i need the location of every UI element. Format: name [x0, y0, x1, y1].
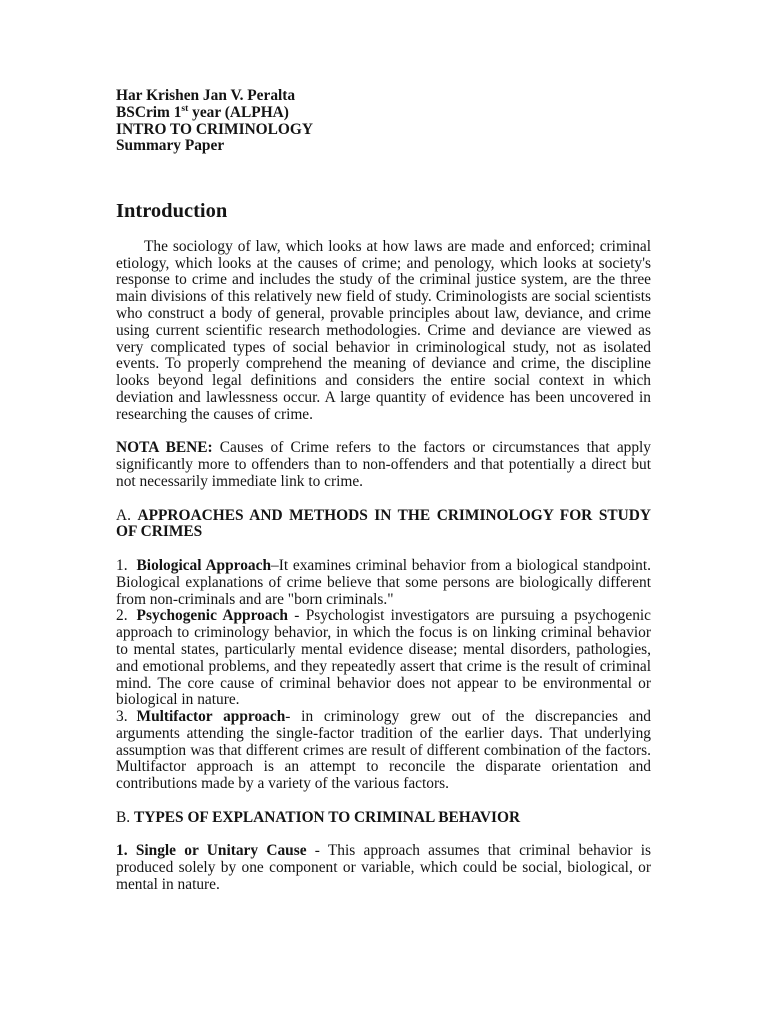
list-item-number: 3.	[116, 708, 128, 726]
author-block	[116, 88, 651, 155]
list-item-text: - This approach assumes that criminal behavior is produced solely by one component or variable, which could be social, biological, or mental in nature.	[116, 842, 651, 894]
nota-bene-label: NOTA BENE:	[116, 439, 213, 457]
section-b-heading	[116, 810, 651, 827]
list-item-number: 2.	[116, 607, 128, 625]
subject-title: INTRO TO CRIMINOLOGY	[116, 120, 313, 138]
list-item-number: 1.	[116, 556, 128, 574]
list-item	[116, 843, 651, 893]
list-item	[116, 558, 651, 608]
section-b-list	[116, 843, 651, 893]
section-a-title: APPROACHES AND METHODS IN THE CRIMINOLOGY FOR STUDY OF CRIMES	[116, 506, 652, 541]
introduction-heading: Introduction	[116, 200, 228, 223]
list-item-term: Single or Unitary Cause	[135, 842, 307, 860]
course-section: year (ALPHA)	[188, 103, 289, 121]
author-name: Har Krishen Jan V. Peralta	[116, 87, 296, 104]
list-item	[116, 608, 651, 709]
list-item-number: 1.	[116, 842, 128, 860]
document-type: Summary Paper	[116, 137, 225, 155]
introduction-paragraph: The sociology of law, which looks at how laws are made and enforced; criminal etiology, which looks at the causes of crime; and penology, which looks at society's response to crime and includes the study of the criminal justice system, are the three main divisions of this relatively new field of study. Criminologists are social scientists who construct a body of general, provable principles about law, deviance, and crime using current scientific research methodologies. Crime and deviance are viewed as very complicated types of social behavior in criminological study, not as isolated events. To properly comprehend the meaning of deviance and crime, the discipline looks beyond legal definitions and considers the entire social context in which deviation and lawlessness occur. A large quantity of evidence has been uncovered in researching the causes of crime.	[116, 237, 651, 423]
list-item-term: Psychogenic Approach	[136, 607, 288, 625]
document-content	[116, 88, 651, 894]
list-item-text: - Psychologist investigators are pursuing a psychogenic approach to criminology behavior, in which the focus is on linking criminal behavior to mental states, particularly mental evidence disease; mental disorders, pathologies, and emotional problems, and they repeatedly assert that crime is the result of criminal mind. The core cause of criminal behavior does not appear to be environmental or biological in nature.	[116, 607, 651, 709]
list-item-term: Biological Approach	[136, 556, 272, 574]
section-b-letter: B.	[116, 808, 131, 826]
list-item	[116, 709, 651, 793]
course-year-suffix: st	[181, 102, 189, 114]
list-item-text: –It examines criminal behavior from a biological standpoint. Biological explanations of crime believe that some persons are biologically different from non-criminals and are "born criminals."	[116, 556, 651, 608]
course-program: BSCrim 1	[116, 103, 182, 121]
nota-bene-paragraph	[116, 440, 651, 490]
section-a-letter: A.	[116, 506, 131, 524]
list-item-text: - in criminology grew out of the discrepancies and arguments attending the single-factor tradition of the earlier days. That underlying assumption was that different crimes are result of different combination of the factors. Multifactor approach is an attempt to reconcile the disparate orientation and contributions made by a variety of the various factors.	[116, 708, 651, 793]
list-item-term: Multifactor approach	[136, 708, 286, 726]
section-a-heading	[116, 508, 651, 542]
course-line	[116, 102, 651, 122]
section-b-title: TYPES OF EXPLANATION TO CRIMINAL BEHAVIOR	[133, 808, 521, 826]
nota-bene-text: Causes of Crime refers to the factors or circumstances that apply significantly more to offenders than to non-offenders and that potentially a direct but not necessarily immediate link to crime.	[116, 439, 652, 490]
section-a-list	[116, 558, 651, 793]
